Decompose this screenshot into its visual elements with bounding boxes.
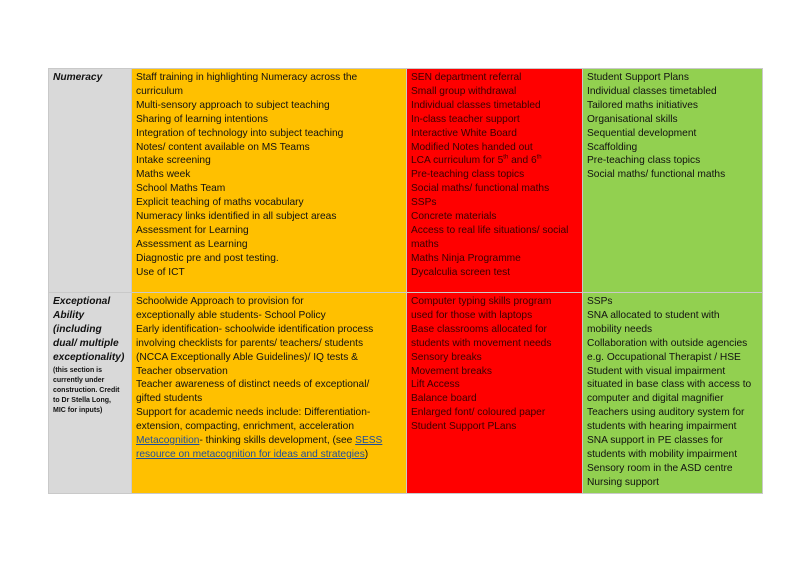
label-lines <box>53 71 128 85</box>
sess-link[interactable]: SESS <box>355 435 383 447</box>
list-item: Schoolwide Approach to provision for <box>136 296 304 307</box>
targeted-list-continued <box>411 168 579 279</box>
metacognition-link[interactable]: Metacognition <box>136 435 200 447</box>
list-item: Movement breaks <box>411 365 492 377</box>
list-item: Ability <box>53 309 85 321</box>
list-item: situated in base class with access to <box>587 379 752 391</box>
list-item: Notes/ content available on MS Teams <box>136 141 310 153</box>
universal-list <box>136 295 403 434</box>
list-item: Numeracy <box>53 72 103 83</box>
list-item: SSPs <box>411 197 437 209</box>
list-item: Pre-teaching class topics <box>411 169 525 181</box>
list-item: Base classrooms allocated for <box>411 323 547 335</box>
list-item: (NCCA Exceptionally Able Guidelines)/ IQ tests & <box>136 351 358 363</box>
metacognition-item-continued: resource on metacognition for ideas and strategies) <box>136 448 369 460</box>
list-item: construction. Credit <box>53 386 120 394</box>
row-label-numeracy <box>49 69 132 293</box>
list-item: MIC for inputs) <box>53 407 103 415</box>
list-item: currently under <box>53 376 105 384</box>
row-label-exceptional-ability <box>49 293 132 494</box>
list-item: Use of ICT <box>136 266 185 278</box>
list-item: Enlarged font/ coloured paper <box>411 407 546 419</box>
list-item: Pre-teaching class topics <box>587 155 701 167</box>
list-item: Maths Ninja Programme <box>411 252 521 264</box>
list-item: e.g. Occupational Therapist / HSE <box>587 351 741 363</box>
list-item: Student Support Plans <box>587 72 689 83</box>
list-item: mobility needs <box>587 323 653 335</box>
list-item: Concrete materials <box>411 211 497 223</box>
sess-resource-link[interactable]: resource on metacognition for ideas and strategies <box>136 448 365 460</box>
list-item: used for those with laptops <box>411 309 533 321</box>
list-item: Access to real life situations/ social <box>411 224 569 236</box>
targeted-list <box>411 295 579 434</box>
list-item: exceptionality) <box>53 351 125 363</box>
list-item: Collaboration with outside agencies <box>587 337 748 349</box>
list-item: SNA support in PE classes for <box>587 435 723 447</box>
list-item: Diagnostic pre and post testing. <box>136 252 279 264</box>
list-item: Intake screening <box>136 155 211 167</box>
list-item: Support for academic needs include: Differentiation- <box>136 407 371 419</box>
list-item: Student with visual impairment <box>587 365 726 377</box>
list-item: (this section is <box>53 366 103 374</box>
list-item: Dycalculia screen test <box>411 266 511 278</box>
list-item: curriculum <box>136 85 183 97</box>
list-item: SEN department referral <box>411 72 522 83</box>
universal-list <box>136 71 403 280</box>
list-item: In-class teacher support <box>411 113 520 125</box>
universal-support-cell <box>132 69 407 293</box>
list-item: Interactive White Board <box>411 127 517 139</box>
list-item: Individual classes timetabled <box>587 85 717 97</box>
targeted-support-cell <box>407 69 583 293</box>
list-item: students with movement needs <box>411 337 552 349</box>
list-item: Social maths/ functional maths <box>411 183 550 195</box>
list-item: Computer typing skills program <box>411 296 552 307</box>
list-item: Teacher observation <box>136 365 228 377</box>
list-item: Individual classes timetabled <box>411 99 541 111</box>
list-item: Sensory room in the ASD centre <box>587 462 733 474</box>
list-item: Student Support PLans <box>411 421 517 433</box>
list-item: (including <box>53 323 102 335</box>
list-item: dual/ multiple <box>53 337 119 349</box>
list-item: Modified Notes handed out <box>411 141 533 153</box>
list-item: Nursing support <box>587 476 659 488</box>
list-item: Tailored maths initiatives <box>587 99 698 111</box>
table-row-numeracy <box>49 69 763 293</box>
list-item: Numeracy links identified in all subject areas <box>136 211 337 223</box>
list-item: computer and digital magnifier <box>587 393 724 405</box>
universal-support-cell <box>132 293 407 494</box>
list-item: Exceptional <box>53 296 111 307</box>
individual-list <box>587 295 759 490</box>
list-item: Assessment as Learning <box>136 238 248 250</box>
list-item: gifted students <box>136 393 203 405</box>
list-item: students with hearing impairment <box>587 421 737 433</box>
list-item: Integration of technology into subject teaching <box>136 127 344 139</box>
list-item: Staff training in highlighting Numeracy across the <box>136 72 358 83</box>
metacognition-item: Metacognition- thinking skills development, (see SESS <box>136 435 383 447</box>
targeted-support-cell <box>407 293 583 494</box>
list-item: Small group withdrawal <box>411 85 517 97</box>
list-item: Organisational skills <box>587 113 678 125</box>
list-item: involving checklists for parents/ teachers/ students <box>136 337 364 349</box>
list-item: Multi-sensory approach to subject teaching <box>136 99 330 111</box>
list-item: Assessment for Learning <box>136 224 249 236</box>
list-item: maths <box>411 238 439 250</box>
individual-support-cell <box>583 69 763 293</box>
list-item: Sensory breaks <box>411 351 482 363</box>
list-item: Teachers using auditory system for <box>587 407 745 419</box>
label-note <box>53 366 128 416</box>
targeted-list <box>411 71 579 154</box>
table-row-exceptional-ability <box>49 293 763 494</box>
list-item: exceptionally able students- School Policy <box>136 309 326 321</box>
lca-item: LCA curriculum for 5th and 6th <box>411 155 542 167</box>
list-item: Sequential development <box>587 127 697 139</box>
list-item: to Dr Stella Long, <box>53 397 111 405</box>
list-item: SSPs <box>587 296 613 307</box>
list-item: Social maths/ functional maths <box>587 169 726 181</box>
label-lines <box>53 295 128 365</box>
list-item: Teacher awareness of distinct needs of exceptional/ <box>136 379 370 391</box>
list-item: students with mobility impairment <box>587 448 738 460</box>
list-item: Sharing of learning intentions <box>136 113 268 125</box>
support-table <box>48 68 763 494</box>
list-item: Maths week <box>136 169 191 181</box>
list-item: extension, compacting, enrichment, acceleration <box>136 421 355 433</box>
list-item: Scaffolding <box>587 141 638 153</box>
individual-list <box>587 71 759 182</box>
list-item: SNA allocated to student with <box>587 309 720 321</box>
list-item: Balance board <box>411 393 477 405</box>
list-item: Explicit teaching of maths vocabulary <box>136 197 304 209</box>
individual-support-cell <box>583 293 763 494</box>
list-item: Lift Access <box>411 379 460 391</box>
list-item: Early identification- schoolwide identification process <box>136 323 374 335</box>
list-item: School Maths Team <box>136 183 226 195</box>
